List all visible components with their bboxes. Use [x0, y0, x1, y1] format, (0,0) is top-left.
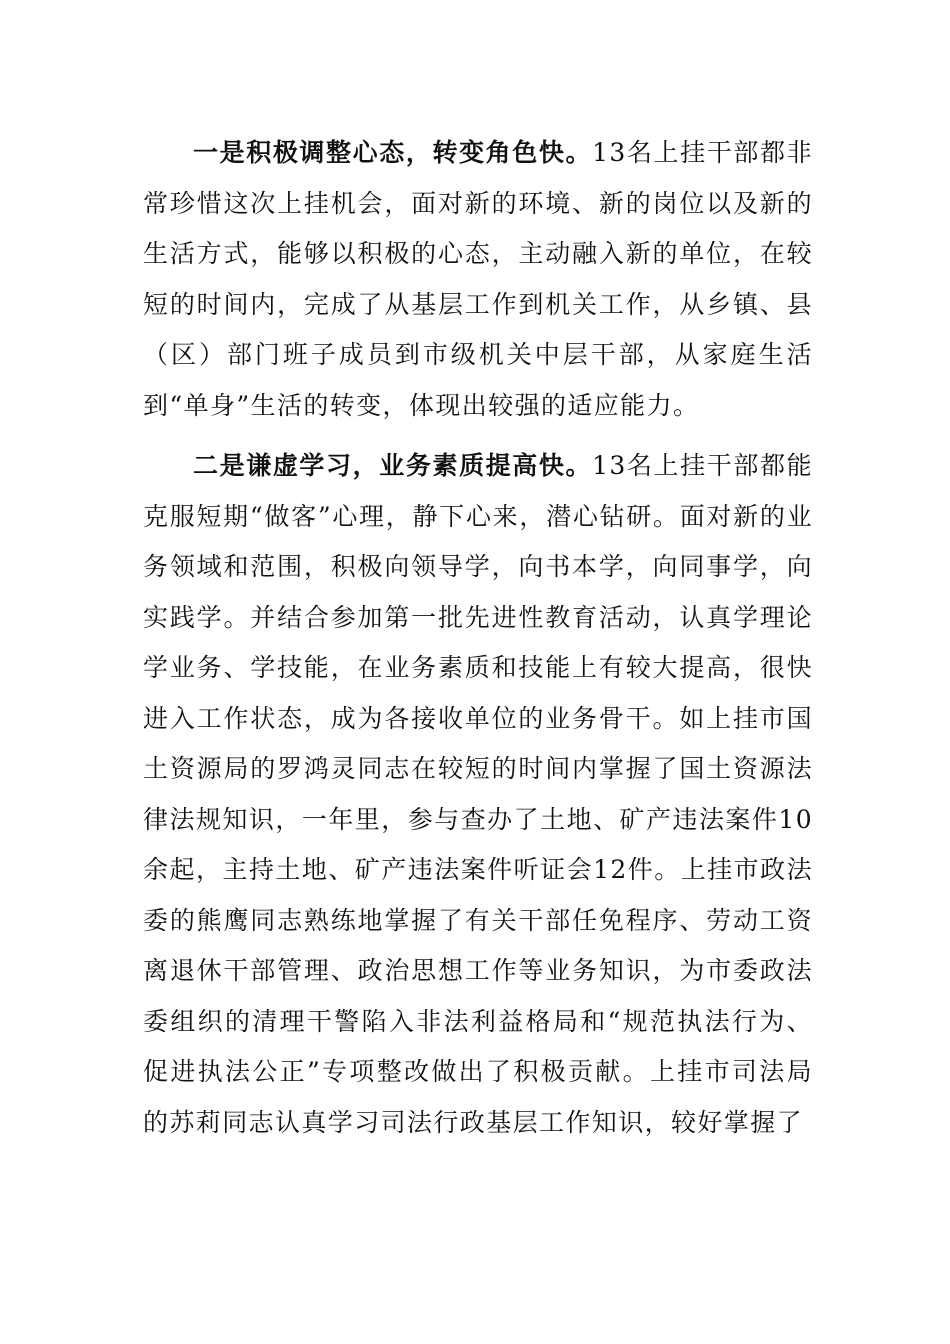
paragraph-heading: 二是谦虚学习，业务素质提高快。 — [193, 451, 593, 480]
paragraph-heading: 一是积极调整心态，转变角色快。 — [193, 138, 593, 167]
paragraph-learning — [143, 441, 813, 1148]
paragraph-attitude — [143, 128, 813, 431]
document-body — [143, 128, 813, 1148]
paragraph-text: 13名上挂干部都非常珍惜这次上挂机会，面对新的环境、新的岗位以及新的生活方式，能够以积极的心态，主动融入新的单位，在较短的时间内，完成了从基层工作到机关工作，从乡镇、县（区）部门班子成员到市级机关中层干部，从家庭生活到“单身”生活的转变，体现出较强的适应能力。 — [143, 138, 813, 420]
paragraph-text: 13名上挂干部都能克服短期“做客”心理，静下心来，潜心钻研。面对新的业务领域和范围，积极向领导学，向书本学，向同事学，向实践学。并结合参加第一批先进性教育活动，认真学理论学业务、学技能，在业务素质和技能上有较大提高，很快进入工作状态，成为各接收单位的业务骨干。如上挂市国土资源局的罗鸿灵同志在较短的时间内掌握了国土资源法律法规知识，一年里，参与查办了土地、矿产违法案件10余起，主持土地、矿产违法案件听证会12件。上挂市政法委的熊鹰同志熟练地掌握了有关干部任免程序、劳动工资离退休干部管理、政治思想工作等业务知识，为市委政法委组织的清理干警陷入非法利益格局和“规范执法行为、促进执法公正”专项整改做出了积极贡献。上挂市司法局的苏莉同志认真学习司法行政基层工作知识，较好掌握了 — [143, 451, 813, 1137]
